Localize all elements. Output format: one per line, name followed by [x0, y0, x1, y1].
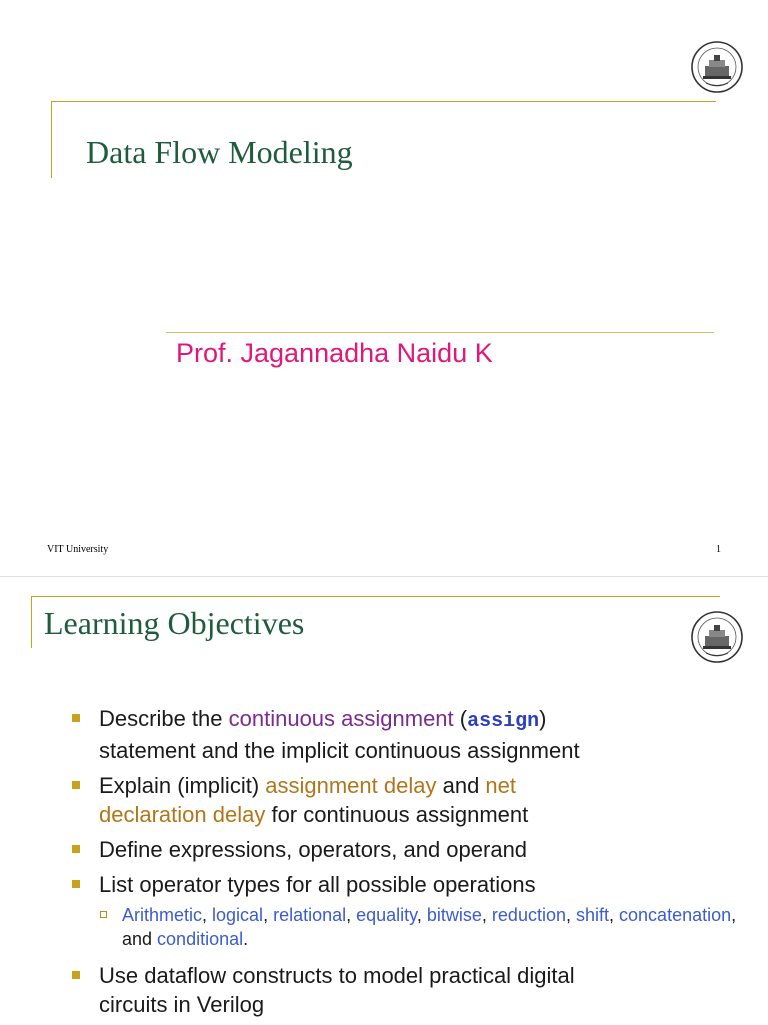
operator-type: concatenation: [619, 905, 732, 925]
objective-item: Describe the continuous assignment (assign) statement and the implicit continuous assignment: [72, 704, 752, 765]
objective-item: Define expressions, operators, and operand: [72, 835, 752, 864]
objectives-list: [72, 704, 752, 1025]
separator: ,: [565, 905, 576, 925]
slide-1-title: Data Flow Modeling: [86, 134, 353, 170]
slide-divider: [0, 576, 768, 577]
assign-keyword: assign: [467, 710, 540, 733]
operator-types-text: [122, 905, 736, 949]
separator: ,: [609, 905, 620, 925]
operator-type: logical: [212, 905, 264, 925]
operator-type: relational: [273, 905, 347, 925]
page-number: 1: [716, 544, 721, 555]
separator: ,: [416, 905, 427, 925]
objective-item: List operator types for all possible operations: [72, 870, 752, 899]
bullet-square-icon: [72, 781, 80, 789]
title-rule-left-2: [31, 596, 32, 648]
operator-type: bitwise: [426, 905, 482, 925]
bullet-square-icon: [72, 971, 80, 979]
objective-item: Explain (implicit) assignment delay and net declaration delay for continuous assignment: [72, 771, 752, 829]
operator-type: conditional: [157, 929, 244, 949]
operator-type: Arithmetic: [122, 905, 203, 925]
operator-type: equality: [356, 905, 417, 925]
operator-types-sub-item: [72, 903, 752, 951]
title-rule-top-2: [32, 596, 720, 597]
objective-item: Use dataflow constructs to model practical digital circuits in Verilog: [72, 961, 752, 1019]
slide-2-title: Learning Objectives: [44, 605, 305, 641]
bullet-hollow-square-icon: [100, 911, 107, 918]
separator: ,: [346, 905, 357, 925]
operator-type: shift: [576, 905, 610, 925]
bullet-square-icon: [72, 880, 80, 888]
footer-left: VIT University: [47, 544, 109, 555]
operator-type: reduction: [491, 905, 566, 925]
separator: ,: [263, 905, 274, 925]
author-name: Prof. Jagannadha Naidu K: [176, 338, 493, 368]
title-rule-left: [51, 101, 52, 178]
vit-university-seal-icon: [690, 610, 744, 664]
separator: ,: [202, 905, 213, 925]
author-rule: [166, 332, 714, 333]
separator: , and: [122, 905, 737, 949]
bullet-square-icon: [72, 845, 80, 853]
bullet-square-icon: [72, 714, 80, 722]
title-rule-top: [52, 101, 716, 102]
vit-university-seal-icon: [690, 40, 744, 94]
separator: ,: [481, 905, 492, 925]
separator: .: [243, 929, 249, 949]
